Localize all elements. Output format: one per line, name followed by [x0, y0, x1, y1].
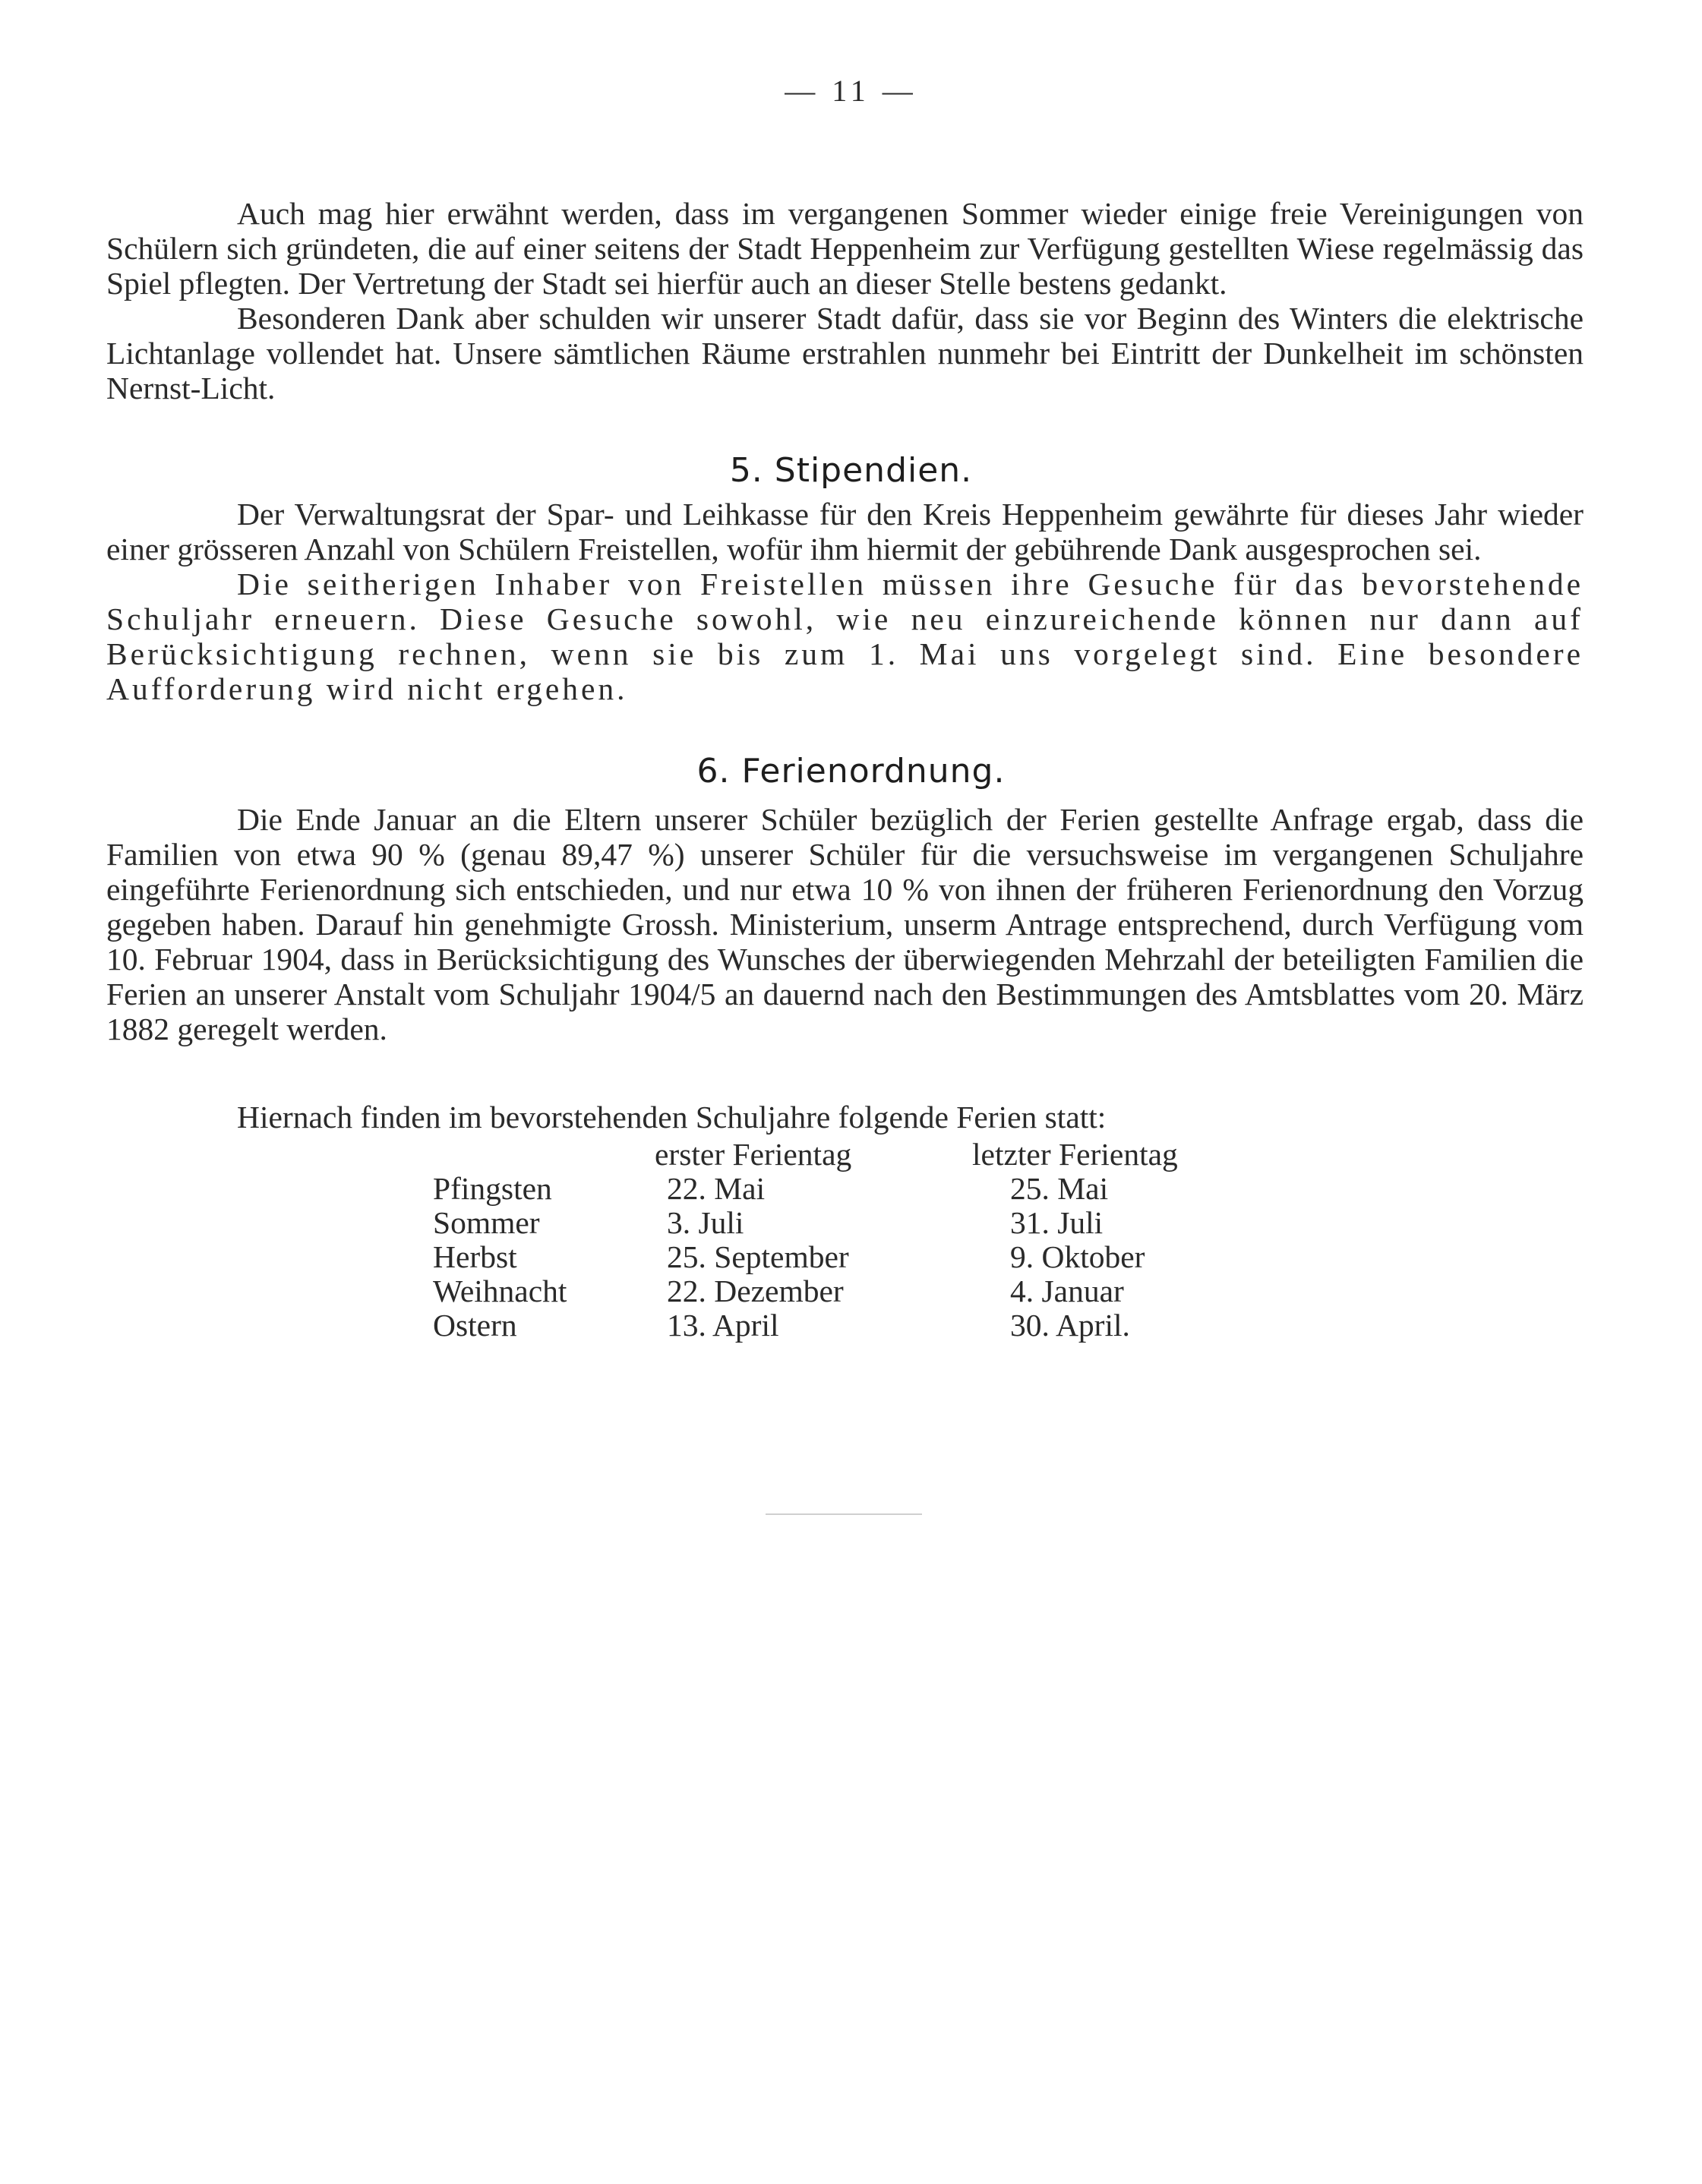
section-heading-ferienordnung: 6. Ferienordnung. — [696, 752, 1006, 791]
holiday-name: Pfingsten — [433, 1171, 552, 1206]
paragraph: Die Ende Januar an die Eltern unserer Schüler bezüglich der Ferien gestellte Anfrage ergab, dass die Familien von etwa 90 % (genau 89,47 %) unserer Schüler für die versuchsweise im vergangenen Schuljahre eingeführte Ferienordnung sich entschieden, und nur etwa 10 % von ihnen der früheren Ferienordnung den Vorzug gegeben haben. Darauf hin genehmigte Grossh. Ministerium, unserm Antrage entsprechend, durch Verfügung vom 10. Februar 1904, dass in Berücksichtigung des Wunsches der überwiegenden Mehrzahl der beteiligten Familien die Ferien an unserer Anstalt vom Schuljahr 1904/5 an dauernd nach den Bestimmungen des Amtsblattes vom 20. März 1882 geregelt werden. — [106, 802, 1584, 1046]
table-header-row — [433, 1138, 1253, 1172]
closing-divider — [766, 1513, 922, 1515]
paragraph-emphasized: Die seitherigen Inhaber von Freistellen müssen ihre Gesuche für das bevorstehende Schuljahr erneuern. Diese Gesuche sowohl, wie neu einzureichende können nur dann auf Berücksichtigung rechnen, wenn sie bis zum 1. Mai uns vorgelegt sind. Eine besondere Aufforderung wird nicht ergehen. — [106, 567, 1584, 706]
header-cell-first-day: erster Ferientag — [655, 1137, 852, 1172]
stipendien-text — [106, 497, 1584, 706]
ferienordnung-intro-line — [106, 1100, 1584, 1135]
holiday-name: Herbst — [433, 1239, 517, 1274]
holiday-first-day: 22. Dezember — [667, 1273, 844, 1308]
holiday-first-day: 22. Mai — [667, 1171, 766, 1206]
holiday-last-day: 9. Oktober — [1010, 1239, 1145, 1274]
holiday-name: Sommer — [433, 1205, 540, 1240]
holiday-last-day: 31. Juli — [1010, 1205, 1104, 1240]
paragraph: Besonderen Dank aber schulden wir unserer Stadt dafür, dass sie vor Beginn des Winters die elektrische Lichtanlage vollendet hat. Unsere sämtlichen Räume erstrahlen nunmehr bei Eintritt der Dunkelheit im schönsten Nernst-Licht. — [106, 301, 1584, 406]
holiday-last-day: 25. Mai — [1010, 1171, 1109, 1206]
intro-text — [106, 196, 1584, 406]
holiday-first-day: 13. April — [667, 1308, 779, 1343]
section-heading-stipendien: 5. Stipendien. — [729, 451, 973, 490]
table-row — [433, 1206, 1253, 1240]
ferienordnung-text — [106, 802, 1584, 1046]
paragraph: Der Verwaltungsrat der Spar- und Leihkasse für den Kreis Heppenheim gewährte für dieses Jahr wieder einer grösseren Anzahl von Schülern Freistellen, wofür ihm hiermit der gebührende Dank ausgesprochen sei. — [106, 497, 1584, 567]
table-row — [433, 1240, 1253, 1274]
page-number: — 11 — — [785, 74, 917, 108]
holiday-name: Weihnacht — [433, 1273, 567, 1308]
holiday-name: Ostern — [433, 1308, 517, 1343]
holiday-last-day: 30. April. — [1010, 1308, 1130, 1343]
header-cell-last-day: letzter Ferientag — [972, 1137, 1178, 1172]
holiday-first-day: 3. Juli — [667, 1205, 744, 1240]
holiday-table — [433, 1138, 1253, 1343]
paragraph: Auch mag hier erwähnt werden, dass im vergangenen Sommer wieder einige freie Vereinigungen von Schülern sich gründeten, die auf einer seitens der Stadt Heppenheim zur Verfügung gestellten Wiese regelmässig das Spiel pflegten. Der Vertretung der Stadt sei hierfür auch an dieser Stelle bestens gedankt. — [106, 196, 1584, 301]
header-cell-name — [433, 1138, 655, 1172]
table-row — [433, 1172, 1253, 1206]
paragraph: Hiernach finden im bevorstehenden Schuljahre folgende Ferien statt: — [237, 1100, 1107, 1135]
table-row — [433, 1308, 1253, 1343]
holiday-first-day: 25. September — [667, 1239, 849, 1274]
holiday-last-day: 4. Januar — [1010, 1273, 1124, 1308]
table-row — [433, 1274, 1253, 1308]
